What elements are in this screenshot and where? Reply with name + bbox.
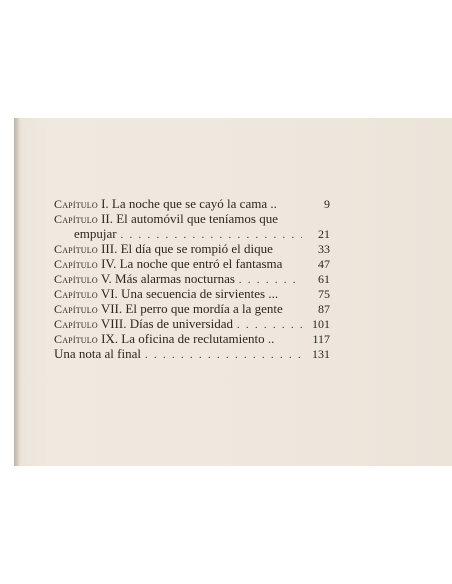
- toc-entry: [54, 316, 330, 331]
- toc-entry: [54, 196, 330, 211]
- toc-prefix: Capítulo: [54, 287, 98, 301]
- toc-page-number: 61: [318, 272, 330, 286]
- toc-entry: [54, 256, 330, 271]
- toc-title: empujar: [74, 226, 117, 241]
- toc-prefix: Capítulo: [54, 212, 98, 226]
- toc-leader-dots: [145, 348, 302, 363]
- page-gutter-shadow: [14, 118, 20, 466]
- toc-page-number: 131: [312, 347, 330, 361]
- toc-prefix: Capítulo: [54, 257, 98, 271]
- toc-title: VI. Una secuencia de sirvientes ...: [100, 286, 279, 301]
- toc-title: I. La noche que se cayó la cama ..: [101, 196, 277, 211]
- toc-page-number: 9: [324, 197, 330, 211]
- toc-title: Una nota al final: [54, 346, 141, 361]
- toc-page-number: 117: [312, 332, 330, 346]
- toc-title: VII. El perro que mordía a la gente: [100, 301, 283, 316]
- toc-entry: [54, 241, 330, 256]
- toc-page-number: 47: [318, 257, 330, 271]
- toc-prefix: Capítulo: [54, 197, 98, 211]
- toc-title: IV. La noche que entró el fantasma: [101, 256, 283, 271]
- toc-entry: [54, 346, 330, 361]
- toc-page-number: 75: [318, 287, 330, 301]
- toc-title: VIII. Días de universidad: [100, 316, 233, 331]
- toc-entry: [54, 286, 330, 301]
- table-of-contents: [54, 196, 330, 361]
- toc-title: V. Más alarmas nocturnas: [100, 271, 235, 286]
- toc-prefix: Capítulo: [54, 272, 98, 286]
- toc-page-number: 101: [312, 317, 330, 331]
- toc-prefix: Capítulo: [54, 242, 98, 256]
- toc-prefix: Capítulo: [54, 317, 98, 331]
- toc-title: IX. La oficina de reclutamiento ..: [101, 331, 275, 346]
- toc-entry: [54, 271, 330, 286]
- toc-entry: [54, 301, 330, 316]
- toc-title: II. El automóvil que teníamos que: [101, 211, 278, 226]
- toc-page-number: 21: [318, 227, 330, 241]
- toc-title: III. El día que se rompió el dique: [101, 241, 273, 256]
- toc-page-number: 87: [318, 302, 330, 316]
- toc-page-number: 33: [318, 242, 330, 256]
- toc-entry-continuation: [54, 226, 330, 241]
- toc-prefix: Capítulo: [54, 332, 98, 346]
- toc-entry: [54, 331, 330, 346]
- toc-prefix: Capítulo: [54, 302, 98, 316]
- toc-entry: [54, 211, 330, 226]
